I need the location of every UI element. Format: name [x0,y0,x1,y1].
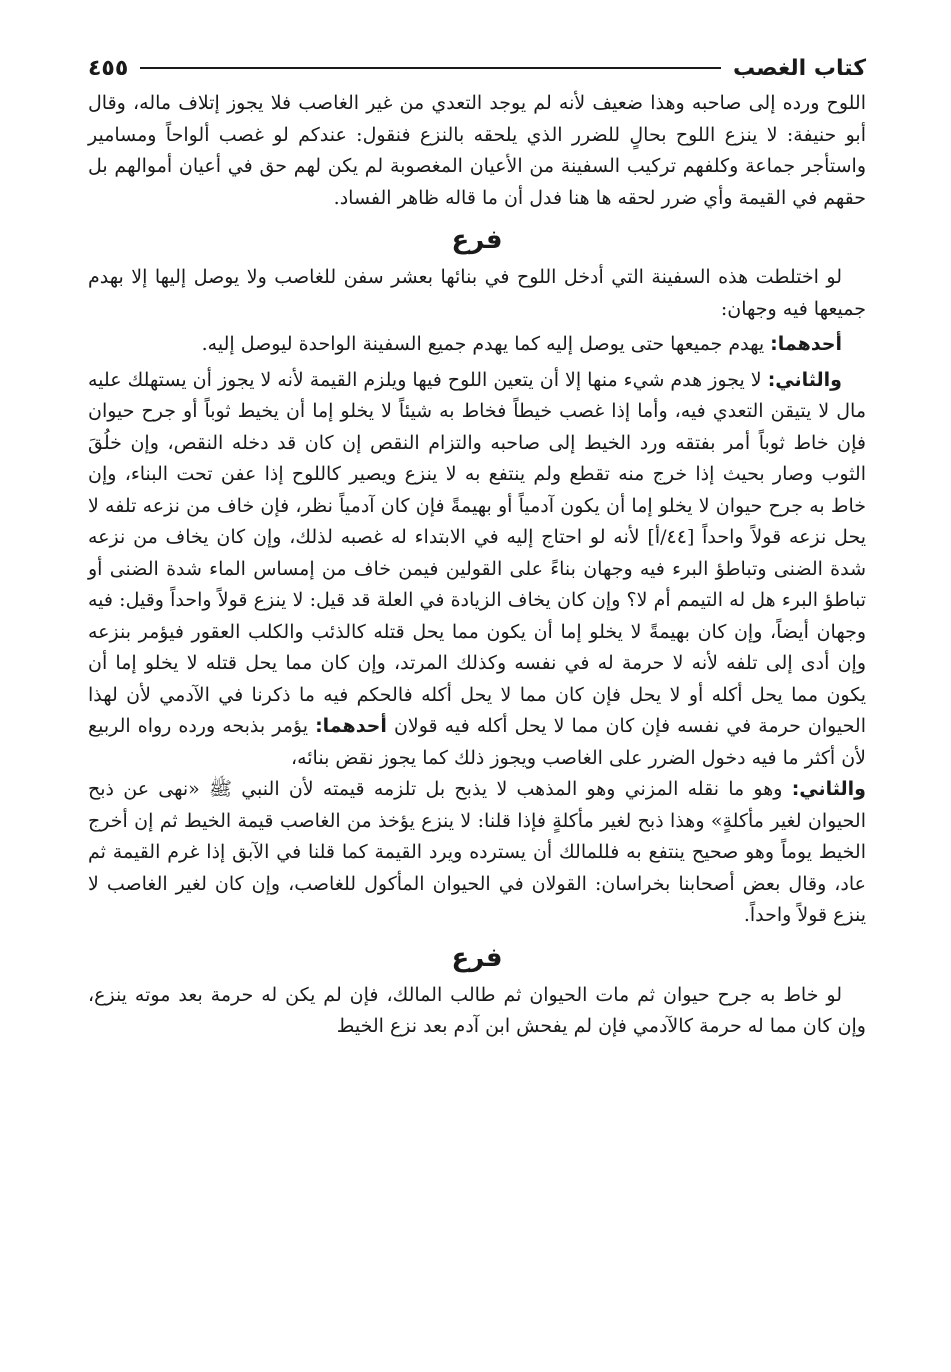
paragraph-3-text: يهدم جميعها حتى يوصل إليه كما يهدم جميع السفينة الواحدة ليوصل إليه. [201,333,771,355]
paragraph-4 [88,365,866,775]
paragraph-4-lead-2: أحدهما: [315,715,387,737]
paragraph-3-lead: أحدهما: [770,333,842,355]
page-number: ٤٥٥ [88,55,129,81]
paragraph-5-text: وهو ما نقله المزني وهو المذهب لا يذبح بل تلزمه قيمته لأن النبي ﷺ «نهى عن ذبح الحيوان لغير مأكلةٍ» وهذا ذبح لغير مأكلةٍ فإذا قلنا: لا ينزع يؤخذ من الغاصب قيمة الخيط ثم إن أخرج الخيط يوماً وهو صحيح ينتفع به فللمالك أن يسترده ويرد القيمة كما قلنا في الآبق إذا غرم القيمة ثم عاد، وقال بعض أصحابنا بخراسان: القولان في الحيوان المأكول للغاصب، وإن كان لغير الغاصب لا ينزع قولاً واحداً. [88,778,866,926]
section-heading-2: فرع [451,942,503,973]
paragraph-4-text-b: يؤمر بذبحه ورده رواه الربيع لأن أكثر ما فيه دخول الضرر على الغاصب ويجوز ذلك كما يجوز نقض بنائه، [88,715,866,769]
running-header [88,48,866,88]
book-page [88,48,866,1358]
paragraph-4-text-a: لا يجوز هدم شيء منها إلا أن يتعين اللوح فيها ويلزم القيمة لأنه لا يجوز أن يستهلك عليه مال لا يتيقن التعدي فيه، وأما إذا غصب خيطاً فخاط به شيئاً لا يخلو إما أن يخيط ثوباً أو جرح حيوان فإن خاط ثوباً أمر بفتقه ورد الخيط إلى صاحبه والتزام النقص إن كان قد دخله النقص، وإن خلُقَ الثوب وصار بحيث إذا خرج منه تقطع ولم ينتفع به لا ينزع ويصير كاللوح إذا عفن تحت البناء، وإن خاط به جرح حيوان لا يخلو إما أن يكون آدمياً أو بهيمةً فإن كان آدمياً نظر، فإن خاف من نزعه تلفه لا يحل نزعه قولاً واحداً [٤٤/أ] لأنه لو احتاج إليه في الابتداء له غصبه لذلك، وإن كان يخاف من نزعه شدة الضنى وتباطؤ البرء فيه وجهان بناءً على القولين فيمن خاف من إمساس الماء شدة الضنى أو تباطؤ البرء هل له التيمم أم لا؟ وإن كان يخاف الزيادة في العلة قد قيل: لا ينزع قولاً واحداً وقيل: فيه وجهان أيضاً، وإن كان بهيمةً لا يخلو إما أن يكون مما يحل قتله كالذئب والكلب العقور فيؤمر بنزعه وإن أدى إلى تلفه لأنه لا حرمة له في نفسه وكذلك المرتد، وإن كان مما يحل قتله لا يخلو إما أن يكون مما يحل أكله أو لا يحل فإن كان مما لا يحل أكله فالحكم فيه ما ذكرنا في الآدمي لأن لهذا الحيوان حرمة في نفسه فإن كان مما لا يحل أكله فيه قولان [88,368,866,737]
section-heading-1: فرع [451,225,503,255]
book-title: كتاب الغصب [733,55,866,81]
paragraph-2: لو اختلطت هذه السفينة التي أدخل اللوح في بنائها بعشر سفن للغاصب ولا يوصل إليها إلا بهدم جميعها فيه وجهان: [88,266,866,320]
paragraph-1: اللوح ورده إلى صاحبه وهذا ضعيف لأنه لم يوجد التعدي من غير الغاصب فلا يجوز إتلاف ماله، وقال أبو حنيفة: لا ينزع اللوح بحالٍ للضرر الذي يلحقه بالنزع فنقول: عندكم لو غصب ألواحاً ومسامير واستأجر جماعة وكلفهم تركيب السفينة من الأعيان المغصوبة لم يكن لهم حق في أعيان أموالهم بل حقهم في القيمة وأي ضرر لحقه ها هنا فدل أن ما قاله ظاهر الفساد. [88,92,866,209]
paragraph-5 [88,774,866,932]
paragraph-4-lead: والثاني: [767,368,842,391]
paragraph-6: لو خاط به جرح حيوان ثم مات الحيوان ثم طالب المالك، فإن لم يكن له حرمة بعد موته ينزع، وإن كان مما له حرمة كالآدمي فإن لم يفحش ابن آدم بعد نزع الخيط [88,983,866,1037]
paragraph-3 [88,329,866,361]
header-rule [140,67,721,69]
paragraph-5-lead: والثاني: [791,778,866,800]
